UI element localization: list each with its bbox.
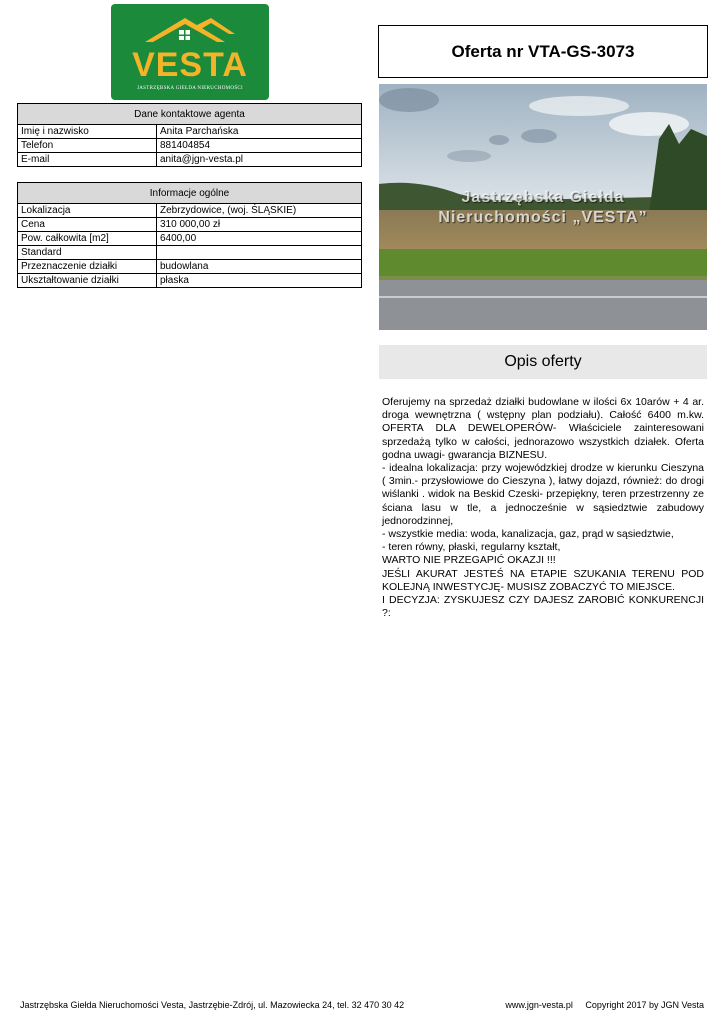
watermark-line: Nieruchomości „VESTA”	[438, 209, 648, 226]
standard-value	[157, 246, 362, 260]
photo-watermark	[379, 188, 707, 228]
logo-brand-text: VESTA	[132, 46, 248, 84]
agent-name: Anita Parchańska	[157, 125, 362, 139]
table-row	[18, 125, 362, 139]
table-row	[18, 218, 362, 232]
description-paragraph: WARTO NIE PRZEGAPIĆ OKAZJI !!!	[382, 554, 556, 567]
table-row	[18, 204, 362, 218]
general-info-header: Informacje ogólne	[18, 183, 362, 204]
description-text	[382, 396, 704, 620]
table-row	[18, 153, 362, 167]
field-label: Lokalizacja	[18, 204, 157, 218]
price-value: 310 000,00 zł	[157, 218, 362, 232]
field-label: Ukształtowanie działki	[18, 274, 157, 288]
table-row	[18, 260, 362, 274]
table-row	[18, 232, 362, 246]
footer-address: Jastrzębska Giełda Nieruchomości Vesta, Jastrzębie-Zdrój, ul. Mazowiecka 24, tel. 32 470 30 42	[20, 1000, 405, 1010]
agent-email: anita@jgn-vesta.pl	[157, 153, 362, 167]
field-label: Telefon	[18, 139, 157, 153]
agent-phone: 881404854	[157, 139, 362, 153]
terrain-value: płaska	[157, 274, 362, 288]
description-paragraph: - wszystkie media: woda, kanalizacja, gaz, prąd w sąsiedztwie,	[382, 528, 674, 541]
description-header: Opis oferty	[379, 345, 707, 379]
footer-right	[505, 1000, 704, 1010]
table-row	[18, 139, 362, 153]
table-row	[18, 246, 362, 260]
contact-table-header: Dane kontaktowe agenta	[18, 104, 362, 125]
field-label: Cena	[18, 218, 157, 232]
purpose-value: budowlana	[157, 260, 362, 274]
field-label: Pow. całkowita [m2]	[18, 232, 157, 246]
location-value: Zebrzydowice, (woj. ŚLĄSKIE)	[157, 204, 362, 218]
description-paragraph: - idealna lokalizacja: przy wojewódzkiej drodze w kierunku Cieszyna ( 3min.- przysłowiowe do Cieszyna ), łatwy dojazd, również: do drogi wiślanki . widok na Beskid Czeski- przepiękny, teren przestrzenny ze ściana lasu w tle, a jednocześnie w sąsiedztwie zabudowy jednorodzinnej,	[382, 462, 704, 527]
footer-copyright: Copyright 2017 by JGN Vesta	[585, 1000, 704, 1010]
area-value: 6400,00	[157, 232, 362, 246]
field-label: Standard	[18, 246, 157, 260]
logo-tagline: JASTRZĘBSKA GIEŁDA NIERUCHOMOŚCI	[137, 86, 243, 91]
offer-title: Oferta nr VTA-GS-3073	[378, 25, 708, 78]
description-paragraph: JEŚLI AKURAT JESTEŚ NA ETAPIE SZUKANIA TERENU POD KOLEJNĄ INWESTYCJĘ- MUSISZ ZOBACZYĆ TO MIEJSCE.	[382, 567, 704, 593]
contact-table	[17, 103, 362, 167]
field-label: Imię i nazwisko	[18, 125, 157, 139]
table-row	[18, 274, 362, 288]
field-label: Przeznaczenie działki	[18, 260, 157, 274]
house-roof-icon	[145, 16, 235, 50]
field-label: E-mail	[18, 153, 157, 167]
property-photo	[379, 84, 707, 330]
general-info-table	[17, 182, 362, 288]
description-paragraph: - teren równy, płaski, regularny kształt,	[382, 541, 561, 554]
company-logo	[111, 4, 269, 100]
description-paragraph: I DECYZJA: ZYSKUJESZ CZY DAJESZ ZAROBIĆ KONKURENCJI ?:	[382, 594, 704, 620]
footer-website-link[interactable]: www.jgn-vesta.pl	[505, 1000, 573, 1010]
description-paragraph: Oferujemy na sprzedaż działki budowlane w ilości 6x 10arów + 4 ar. droga wewnętrzna ( wstępny plan podziału). Całość 6400 m.kw. OFERTA DLA DEWELOPERÓW- Właściciele zainteresowani sprzedażą tylko w całości, jednorazowo wszystkich działek. Oferta godna uwagi- gwarancja BIZNESU.	[382, 396, 704, 461]
watermark-line: Jastrzębska Giełda	[461, 189, 625, 206]
